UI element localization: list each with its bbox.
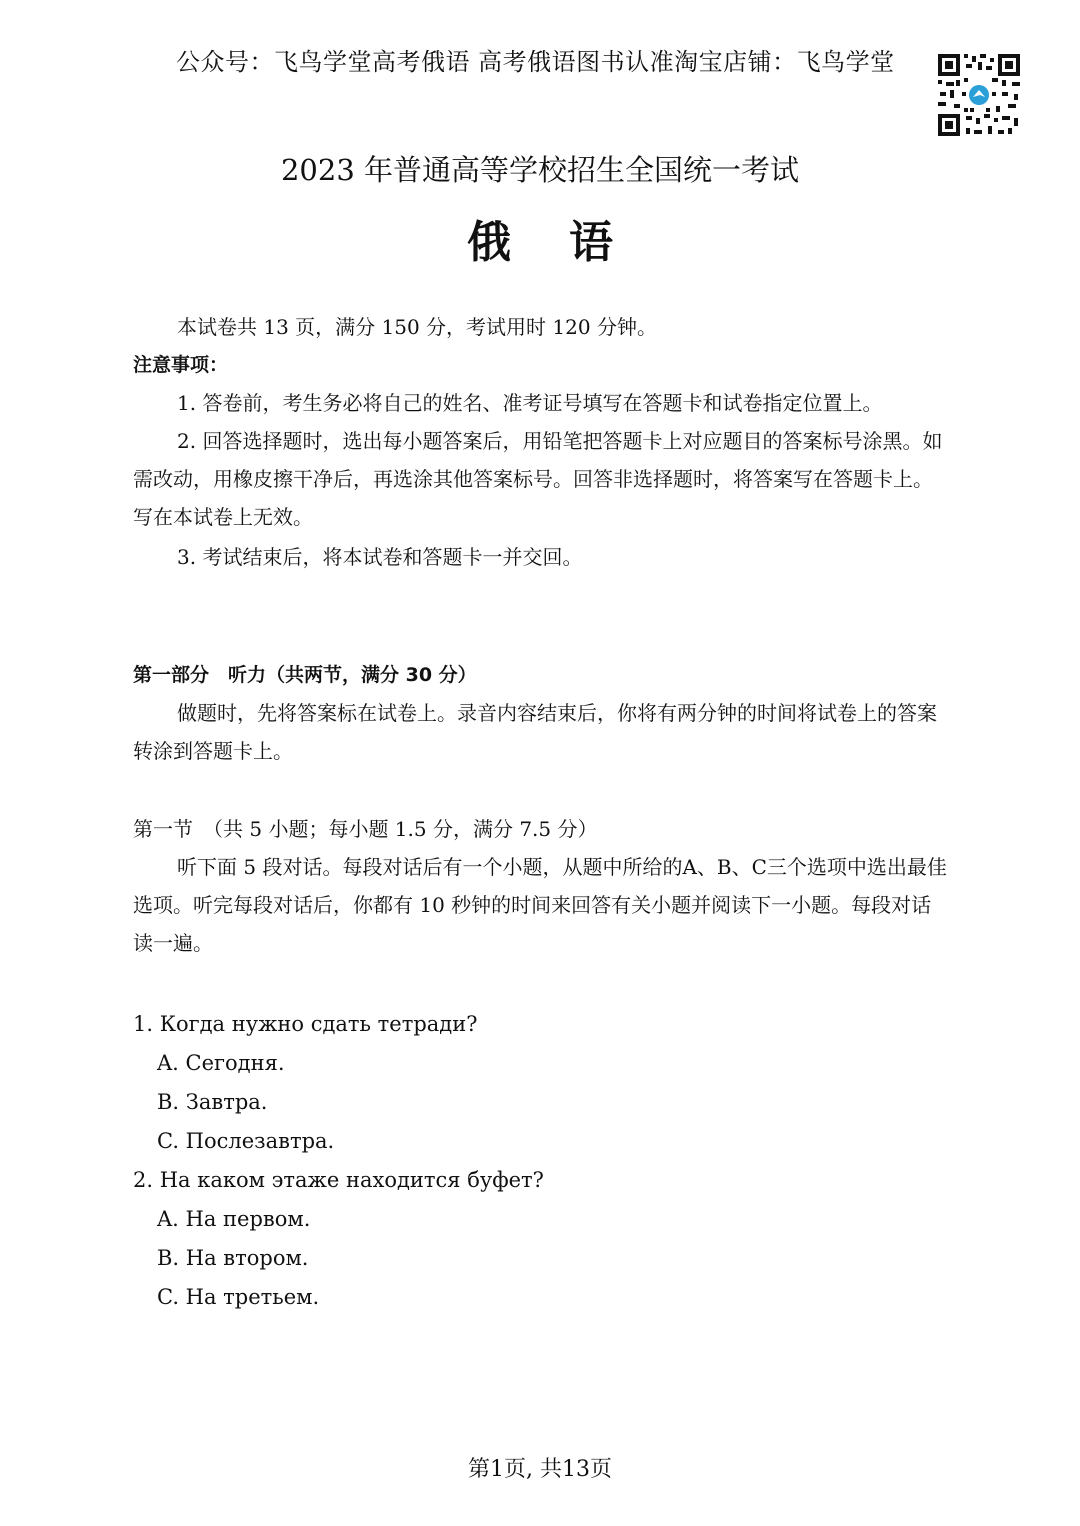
qr-code-icon <box>936 52 1022 138</box>
note-item-1: 1. 答卷前，考生务必将自己的姓名、准考证号填写在答题卡和试卷指定位置上。 <box>177 391 883 415</box>
question-option: C. Послезавтра. <box>157 1129 335 1153</box>
note-item-2: 2. 回答选择题时，选出每小题答案后，用铅笔把答题卡上对应题目的答案标号涂黑。如需改动，用橡皮擦干净后，再选涂其他答案标号。回答非选择题时，将答案写在答题卡上。写在本试卷上无效。 <box>133 429 943 529</box>
page-footer: 第1页, 共13页 <box>468 1457 612 1482</box>
section1-instruction: 听下面 5 段对话。每段对话后有一个小题，从题中所给的A、B、C三个选项中选出最佳选项。听完每段对话后，你都有 10 秒钟的时间来回答有关小题并阅读下一小题。每段对话读一遍。 <box>133 855 947 955</box>
section1-heading: 第一节 （共 5 小题；每小题 1.5 分，满分 7.5 分） <box>133 817 598 841</box>
exam-title: 2023 年普通高等学校招生全国统一考试 <box>280 153 800 187</box>
part1-heading: 第一部分 听力（共两节，满分 30 分） <box>133 664 477 686</box>
question-1 <box>133 1005 948 1317</box>
subject-title: 俄语 <box>467 217 671 268</box>
question-stem: 2. На каком этаже находится буфет? <box>133 1168 544 1192</box>
question-option: B. На втором. <box>157 1246 309 1270</box>
header-banner: 公众号：飞鸟学堂高考俄语 高考俄语图书认准淘宝店铺：飞鸟学堂 <box>176 48 895 76</box>
question-option: C. На третьем. <box>157 1285 320 1309</box>
question-option: A. Сегодня. <box>157 1051 285 1075</box>
note-item-3: 3. 考试结束后，将本试卷和答题卡一并交回。 <box>177 545 583 569</box>
question-option: B. Завтра. <box>157 1090 268 1114</box>
notes-heading: 注意事项： <box>133 354 229 376</box>
question-option: A. На первом. <box>157 1207 311 1231</box>
part1-instruction: 做题时，先将答案标在试卷上。录音内容结束后，你将有两分钟的时间将试卷上的答案转涂到答题卡上。 <box>133 701 937 763</box>
exam-intro: 本试卷共 13 页，满分 150 分，考试用时 120 分钟。 <box>177 315 657 339</box>
question-stem: 1. Когда нужно сдать тетради? <box>133 1012 478 1036</box>
